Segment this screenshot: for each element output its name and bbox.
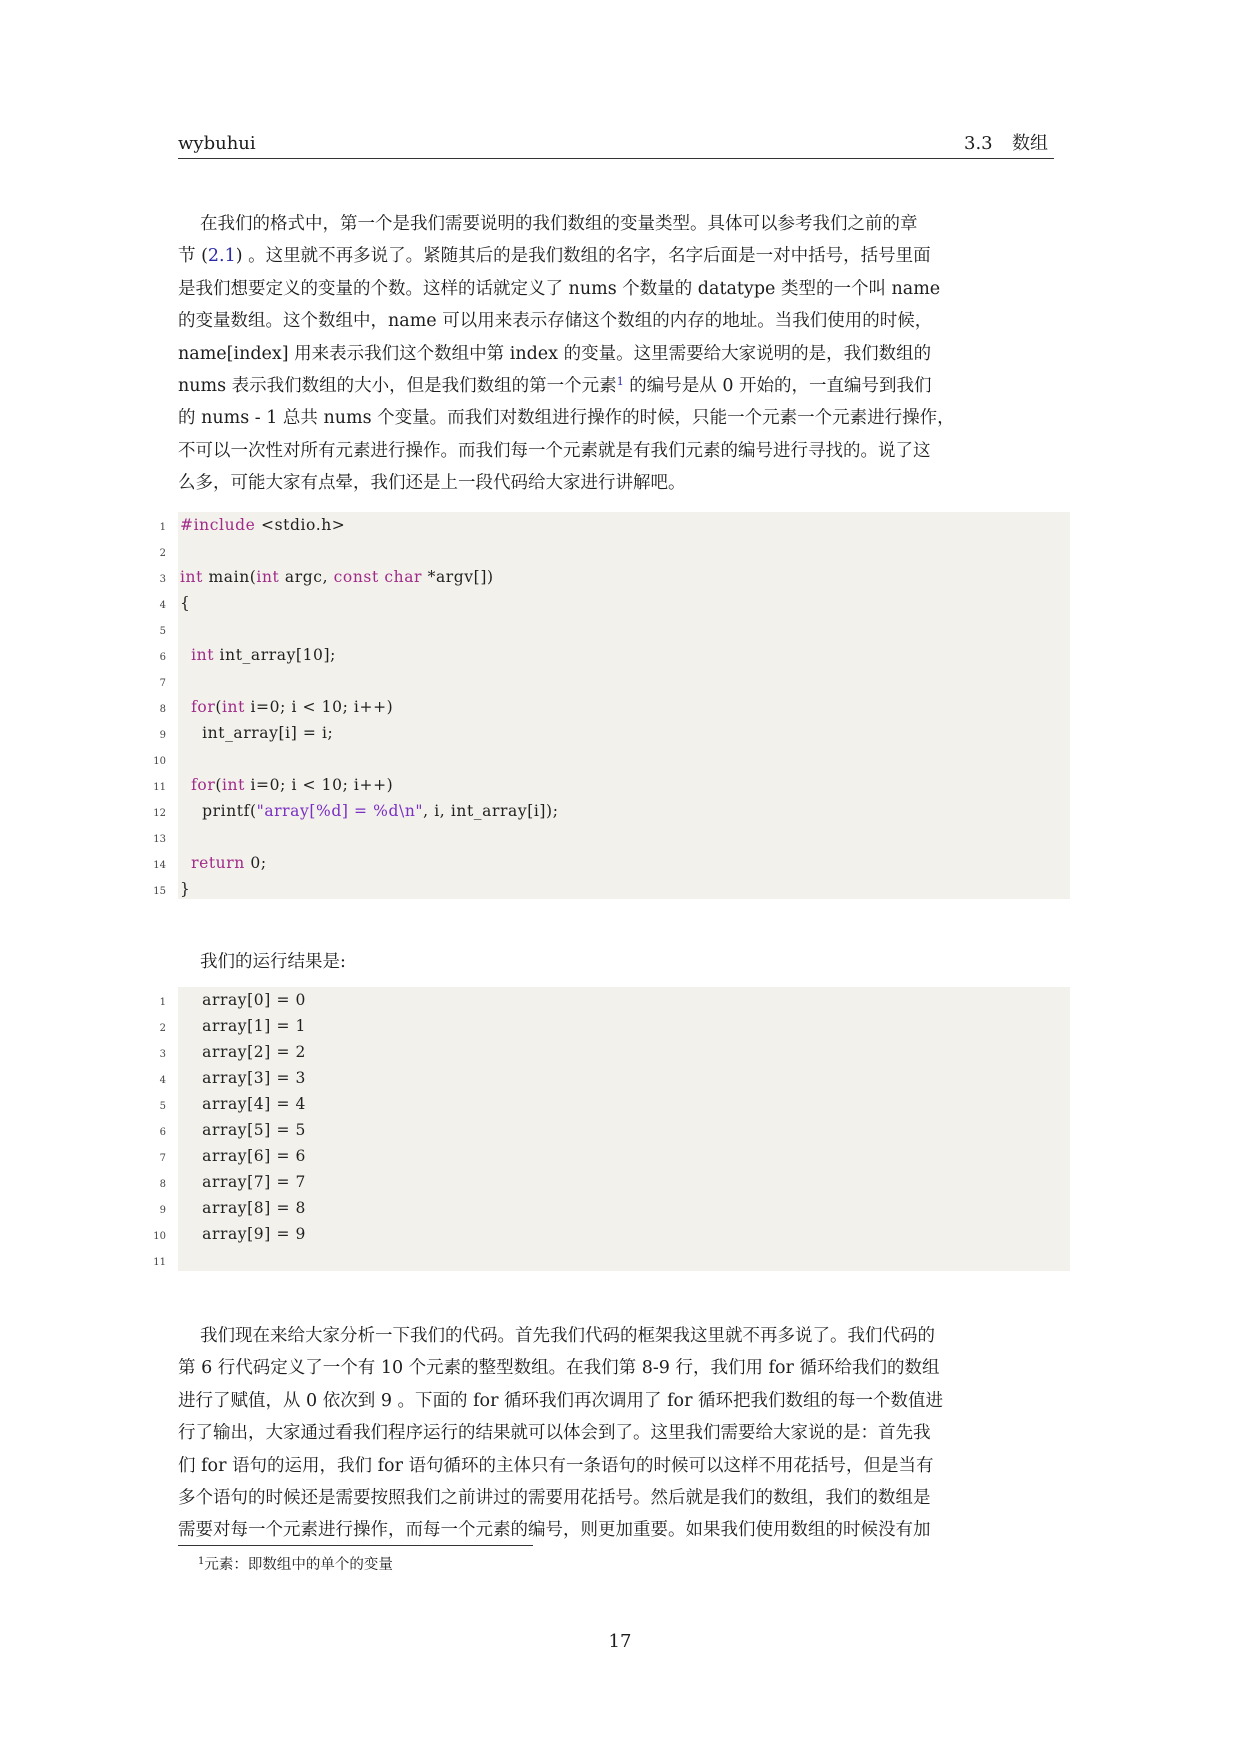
- output-line: array[6] = 6: [180, 1147, 307, 1165]
- line-number: 10: [153, 1231, 166, 1242]
- code-text: 0;: [244, 854, 267, 872]
- output-line: array[7] = 7: [180, 1173, 307, 1191]
- line-number: 7: [159, 678, 166, 689]
- line-number: 5: [159, 626, 166, 637]
- code-text: [180, 698, 191, 716]
- code-keyword: int: [222, 698, 245, 716]
- output-line: array[4] = 4: [180, 1095, 307, 1113]
- line-number: 2: [159, 548, 166, 559]
- code-line: {: [180, 594, 191, 612]
- code-text: [180, 776, 191, 794]
- paragraph-line: 我们现在来给大家分析一下我们的代码。首先我们代码的框架我这里就不再多说了。我们代码的: [200, 1326, 935, 1346]
- code-text: argc,: [279, 568, 334, 586]
- code-keyword: int: [222, 776, 245, 794]
- code-line: [180, 512, 345, 538]
- code-keyword: for: [191, 776, 216, 794]
- code-text: , i, int_array[i]);: [423, 802, 559, 820]
- code-line: [180, 798, 559, 824]
- paragraph-2: [178, 1320, 1062, 1547]
- text-span: 的编号是从 0 开始的，一直编号到我们: [623, 376, 932, 397]
- code-line: [180, 850, 267, 876]
- code-line: [180, 642, 336, 668]
- code-text: <stdio.h>: [255, 516, 346, 534]
- run-result-label: 我们的运行结果是:: [200, 952, 346, 972]
- footnote-reference-link[interactable]: 1: [616, 375, 624, 389]
- code-keyword: int: [180, 568, 203, 586]
- code-line: int_array[i] = i;: [180, 724, 334, 742]
- paragraph-line: 是我们想要定义的变量的个数。这样的话就定义了 nums 个数量的 datatype 类型的一个叫 name: [178, 278, 941, 299]
- running-header-section-title: 数组: [1012, 133, 1048, 154]
- paragraph-line: 么多，可能大家有点晕，我们还是上一段代码给大家进行讲解吧。: [178, 473, 686, 494]
- line-number: 9: [159, 730, 166, 741]
- output-line: array[5] = 5: [180, 1121, 307, 1139]
- paragraph-line: 的 nums - 1 总共 nums 个变量。而我们对数组进行操作的时候，只能一个元素一个元素进行操作，: [178, 408, 955, 429]
- section-reference-link[interactable]: 2.1: [207, 246, 236, 267]
- code-keyword: for: [191, 698, 216, 716]
- paragraph-line: 不可以一次性对所有元素进行操作。而我们每一个元素就是有我们元素的编号进行寻找的。说了这: [178, 440, 931, 461]
- code-line: [180, 694, 393, 720]
- code-text: i=0; i < 10; i++): [244, 698, 394, 716]
- paragraph-1: [178, 208, 1062, 500]
- code-line: [180, 772, 393, 798]
- paragraph-line: 们 for 语句的运用，我们 for 语句循环的主体只有一条语句的时候可以这样不用花括号，但是当有: [178, 1455, 934, 1476]
- text-span: 节 (: [178, 246, 208, 267]
- page-number: 17: [608, 1631, 632, 1652]
- code-string: "array[%d] = %d\n": [256, 802, 424, 820]
- code-keyword: const: [333, 568, 379, 586]
- code-keyword: int: [191, 646, 215, 664]
- line-number: 1: [159, 997, 166, 1008]
- paragraph-line: [178, 240, 1062, 272]
- line-number: 6: [159, 652, 166, 663]
- text-span: ) 。这里就不再多说了。紧随其后的是我们数组的名字，名字后面是一对中括号，括号里面: [235, 246, 931, 267]
- paragraph-line: 行了输出，大家通过看我们程序运行的结果就可以体会到了。这里我们需要给大家说的是：首先我: [178, 1423, 931, 1444]
- line-number: 8: [159, 704, 166, 715]
- line-number: 13: [153, 834, 166, 845]
- code-line: }: [180, 880, 191, 898]
- output-line: array[2] = 2: [180, 1043, 307, 1061]
- code-line: [180, 564, 494, 590]
- line-number: 3: [159, 574, 166, 585]
- code-text: (: [215, 776, 222, 794]
- output-line: array[3] = 3: [180, 1069, 307, 1087]
- line-number: 10: [153, 756, 166, 767]
- paragraph-line: 在我们的格式中，第一个是我们需要说明的我们数组的变量类型。具体可以参考我们之前的章: [200, 214, 918, 234]
- code-text: main(: [202, 568, 257, 586]
- line-number: 6: [159, 1127, 166, 1138]
- paragraph-line: 进行了赋值，从 0 依次到 9 。下面的 for 循环我们再次调用了 for 循环把我们数组的每一个数值进: [178, 1390, 944, 1411]
- line-number: 2: [159, 1023, 166, 1034]
- footnote-mark: 1: [198, 1556, 205, 1567]
- paragraph-line: 需要对每一个元素进行操作，而每一个元素的编号，则更加重要。如果我们使用数组的时候没有加: [178, 1520, 931, 1541]
- output-line: array[0] = 0: [180, 991, 307, 1009]
- footnote-text: 元素：即数组中的单个的变量: [204, 1557, 393, 1573]
- code-keyword: #include: [180, 516, 256, 534]
- line-number: 9: [159, 1205, 166, 1216]
- paragraph-line: 的变量数组。这个数组中，name 可以用来表示存储这个数组的内存的地址。当我们使用的时候，: [178, 311, 933, 332]
- paragraph-line: 多个语句的时候还是需要按照我们之前讲过的需要用花括号。然后就是我们的数组，我们的数组是: [178, 1488, 931, 1509]
- line-number: 3: [159, 1049, 166, 1060]
- output-line: array[8] = 8: [180, 1199, 307, 1217]
- code-text: *argv[]): [422, 568, 494, 586]
- line-number: 1: [159, 522, 166, 533]
- paragraph-line: 第 6 行代码定义了一个有 10 个元素的整型数组。在我们第 8-9 行，我们用 for 循环给我们的数组: [178, 1358, 940, 1379]
- code-text: [180, 646, 191, 664]
- footnote: [198, 1554, 393, 1576]
- code-keyword: char: [384, 568, 423, 586]
- line-number: 4: [159, 1075, 166, 1086]
- line-number: 14: [153, 860, 166, 871]
- running-header-section-number: 3.3: [964, 133, 993, 154]
- code-keyword: return: [191, 854, 245, 872]
- code-text: [180, 854, 191, 872]
- header-rule: [178, 158, 1054, 159]
- line-number: 7: [159, 1153, 166, 1164]
- line-number: 11: [153, 782, 166, 793]
- code-listing-2-lines: [144, 987, 1074, 1277]
- code-listing-1-lines: [144, 512, 1074, 902]
- line-number: 15: [153, 886, 166, 897]
- line-number: 11: [153, 1257, 166, 1268]
- line-number: 8: [159, 1179, 166, 1190]
- output-line: array[1] = 1: [180, 1017, 307, 1035]
- line-number: 4: [159, 600, 166, 611]
- code-text: (: [215, 698, 222, 716]
- footnote-rule: [178, 1545, 533, 1546]
- text-span: nums 表示我们数组的大小，但是我们数组的第一个元素: [178, 376, 617, 397]
- line-number: 12: [153, 808, 166, 819]
- code-text: i=0; i < 10; i++): [244, 776, 394, 794]
- output-line: array[9] = 9: [180, 1225, 307, 1243]
- paragraph-line: name[index] 用来表示我们这个数组中第 index 的变量。这里需要给大家说明的是，我们数组的: [178, 343, 932, 364]
- code-keyword: int: [256, 568, 280, 586]
- running-header-left: wybuhui: [178, 133, 256, 154]
- line-number: 5: [159, 1101, 166, 1112]
- code-text: int_array[10];: [214, 646, 336, 664]
- paragraph-line: [178, 370, 1062, 402]
- code-text: printf(: [180, 802, 257, 820]
